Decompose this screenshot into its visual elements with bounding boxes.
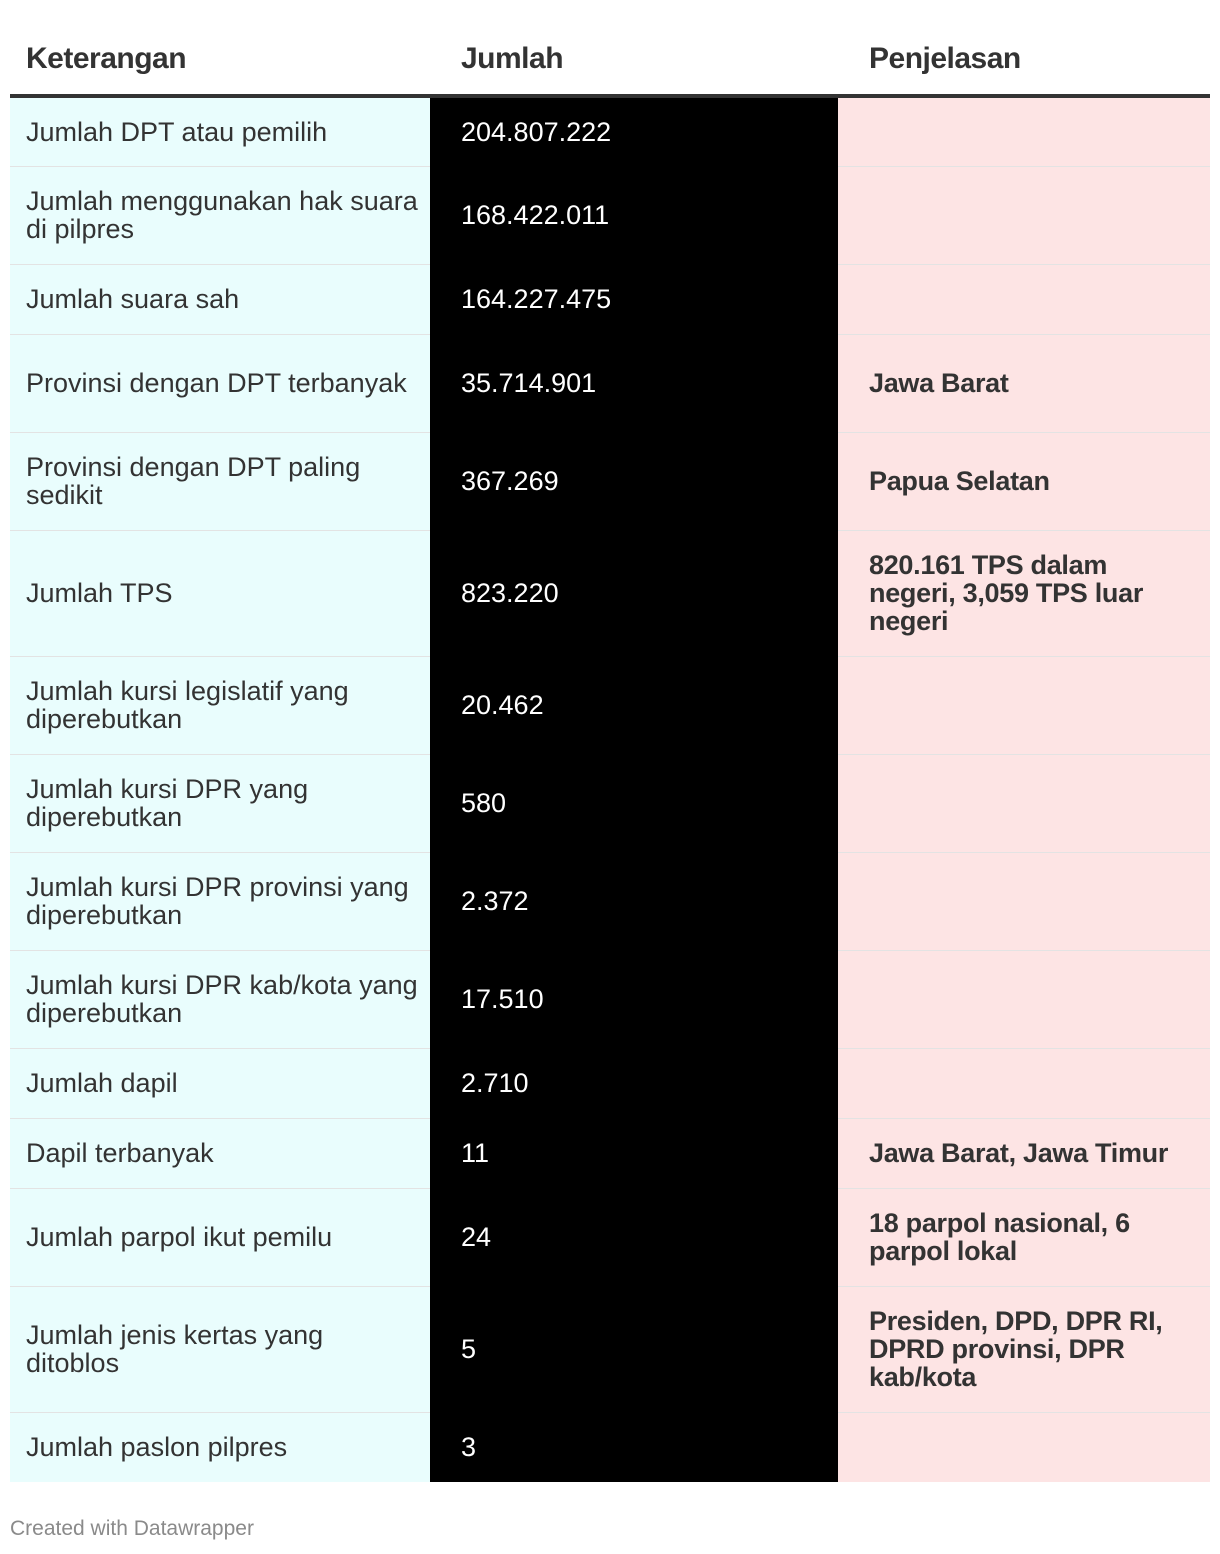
cell-penjelasan (838, 754, 1210, 852)
datawrapper-credit: Created with Datawrapper (10, 1517, 254, 1540)
table-row (10, 950, 1210, 1048)
cell-penjelasan (838, 950, 1210, 1048)
table-row (10, 852, 1210, 950)
table-row (10, 264, 1210, 334)
cell-keterangan: Jumlah dapil (10, 1048, 430, 1118)
cell-keterangan: Jumlah parpol ikut pemilu (10, 1188, 430, 1286)
cell-jumlah: 2.372 (430, 852, 838, 950)
cell-jumlah: 164.227.475 (430, 264, 838, 334)
cell-penjelasan: Jawa Barat, Jawa Timur (838, 1118, 1210, 1188)
cell-jumlah: 35.714.901 (430, 334, 838, 432)
cell-penjelasan: Presiden, DPD, DPR RI, DPRD provinsi, DPR kab/kota (838, 1286, 1210, 1412)
cell-penjelasan: 820.161 TPS dalam negeri, 3,059 TPS luar negeri (838, 530, 1210, 656)
table-body (10, 96, 1210, 1482)
cell-penjelasan (838, 264, 1210, 334)
cell-penjelasan (838, 166, 1210, 264)
data-table-container (10, 0, 1210, 1482)
cell-jumlah: 17.510 (430, 950, 838, 1048)
table-row (10, 334, 1210, 432)
table-row (10, 754, 1210, 852)
cell-jumlah: 24 (430, 1188, 838, 1286)
cell-jumlah: 168.422.011 (430, 166, 838, 264)
cell-jumlah: 3 (430, 1412, 838, 1482)
cell-penjelasan (838, 96, 1210, 166)
cell-keterangan: Jumlah TPS (10, 530, 430, 656)
header-keterangan: Keterangan (10, 0, 430, 96)
header-penjelasan: Penjelasan (838, 0, 1210, 96)
cell-keterangan: Jumlah menggunakan hak suara di pilpres (10, 166, 430, 264)
table-row (10, 1188, 1210, 1286)
cell-penjelasan: Papua Selatan (838, 432, 1210, 530)
table-row (10, 432, 1210, 530)
header-jumlah: Jumlah (430, 0, 838, 96)
cell-penjelasan: Jawa Barat (838, 334, 1210, 432)
cell-keterangan: Provinsi dengan DPT paling sedikit (10, 432, 430, 530)
cell-keterangan: Jumlah jenis kertas yang ditoblos (10, 1286, 430, 1412)
table-header-row (10, 0, 1210, 96)
cell-keterangan: Jumlah kursi legislatif yang diperebutkan (10, 656, 430, 754)
cell-keterangan: Jumlah DPT atau pemilih (10, 96, 430, 166)
table-row (10, 656, 1210, 754)
cell-jumlah: 204.807.222 (430, 96, 838, 166)
cell-keterangan: Jumlah paslon pilpres (10, 1412, 430, 1482)
table-row (10, 1118, 1210, 1188)
cell-penjelasan (838, 1048, 1210, 1118)
cell-penjelasan: 18 parpol nasional, 6 parpol lokal (838, 1188, 1210, 1286)
table-row (10, 166, 1210, 264)
table-row (10, 1286, 1210, 1412)
cell-jumlah: 580 (430, 754, 838, 852)
cell-keterangan: Jumlah kursi DPR kab/kota yang diperebutkan (10, 950, 430, 1048)
cell-keterangan: Jumlah kursi DPR provinsi yang diperebutkan (10, 852, 430, 950)
cell-penjelasan (838, 1412, 1210, 1482)
cell-jumlah: 11 (430, 1118, 838, 1188)
table-row (10, 530, 1210, 656)
cell-keterangan: Jumlah kursi DPR yang diperebutkan (10, 754, 430, 852)
election-data-table (10, 0, 1210, 1482)
cell-keterangan: Provinsi dengan DPT terbanyak (10, 334, 430, 432)
table-row (10, 96, 1210, 166)
cell-keterangan: Jumlah suara sah (10, 264, 430, 334)
cell-jumlah: 2.710 (430, 1048, 838, 1118)
cell-jumlah: 20.462 (430, 656, 838, 754)
table-row (10, 1048, 1210, 1118)
cell-keterangan: Dapil terbanyak (10, 1118, 430, 1188)
cell-penjelasan (838, 656, 1210, 754)
cell-penjelasan (838, 852, 1210, 950)
cell-jumlah: 5 (430, 1286, 838, 1412)
cell-jumlah: 367.269 (430, 432, 838, 530)
cell-jumlah: 823.220 (430, 530, 838, 656)
table-row (10, 1412, 1210, 1482)
